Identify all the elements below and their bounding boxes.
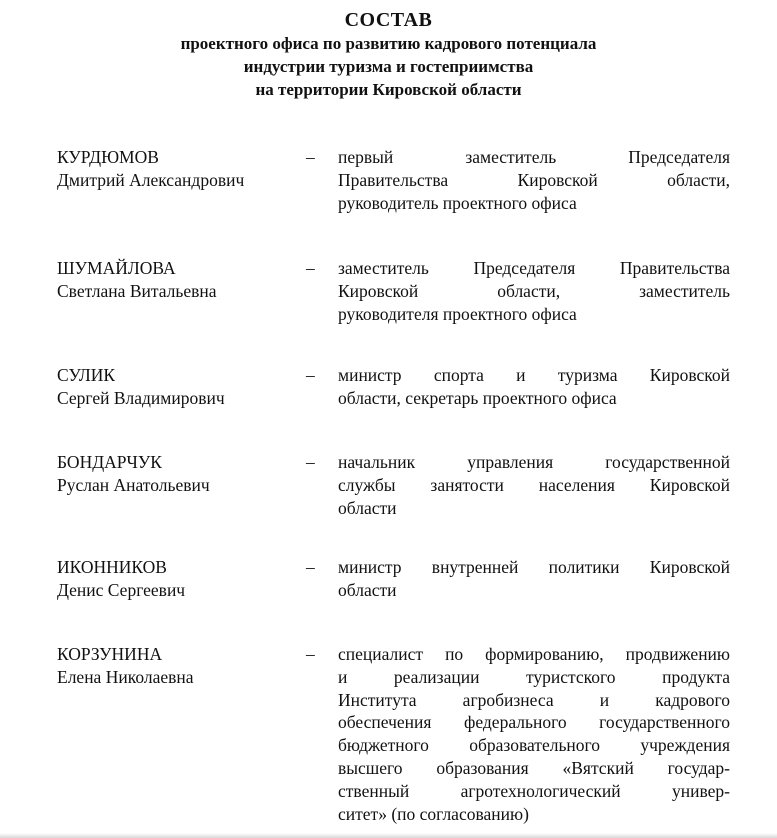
role-line: области	[338, 497, 397, 518]
role-line: Правительства Кировской области,	[338, 169, 730, 190]
dash-separator: –	[306, 365, 315, 385]
document-subtitle-line: проектного офиса по развитию кадрового потенциала	[180, 34, 597, 53]
member-given-names: Сергей Владимирович	[57, 387, 225, 408]
role-line: службы занятости населения Кировской	[338, 474, 730, 495]
document-subtitle-line: на территории Кировской области	[255, 80, 522, 99]
document-title: СОСТАВ	[344, 9, 433, 31]
member-surname: КОРЗУНИНА	[57, 644, 163, 664]
member-given-names: Дмитрий Александрович	[57, 169, 245, 190]
member-role	[338, 146, 730, 214]
member-name	[57, 451, 297, 497]
role-line: министр внутренней политики Кировской	[338, 557, 730, 577]
member-surname: СУЛИК	[57, 365, 116, 385]
role-line: обеспечения федерального государственного	[338, 712, 730, 733]
dash-separator: –	[306, 258, 315, 278]
role-line: Кировской области, заместитель	[338, 280, 730, 301]
member-given-names: Денис Сергеевич	[57, 579, 186, 600]
role-line: начальник управления государственной	[338, 452, 730, 472]
role-line: заместитель Председателя Правительства	[338, 258, 730, 278]
member-name	[57, 364, 297, 410]
member-name	[57, 556, 297, 602]
role-line: и реализации туристского продукта	[338, 666, 730, 687]
member-surname: КУРДЮМОВ	[57, 147, 159, 167]
member-role	[338, 643, 730, 825]
member-role	[338, 451, 730, 519]
member-surname: ИКОННИКОВ	[57, 557, 167, 577]
member-name	[57, 257, 297, 303]
document-subtitle-line: индустрии туризма и гостеприимства	[243, 57, 534, 76]
scan-bottom-edge	[0, 833, 777, 838]
role-line: Института агробизнеса и кадрового	[338, 689, 730, 710]
document-header	[0, 8, 777, 101]
role-line: специалист по формированию, продвижению	[338, 644, 730, 664]
member-given-names: Руслан Анатольевич	[57, 474, 210, 495]
role-line: области	[338, 579, 397, 600]
member-role	[338, 364, 730, 410]
role-line: области, секретарь проектного офиса	[338, 387, 617, 408]
role-line: ситет» (по согласованию)	[338, 803, 529, 824]
member-surname: БОНДАРЧУК	[57, 452, 162, 472]
member-name	[57, 146, 297, 192]
role-line: первый заместитель Председателя	[338, 147, 730, 167]
member-given-names: Светлана Витальевна	[57, 280, 217, 301]
dash-separator: –	[306, 644, 315, 664]
role-line: высшего образования «Вятский государ-	[338, 757, 730, 778]
role-line: руководитель проектного офиса	[338, 192, 577, 213]
dash-separator: –	[306, 557, 315, 577]
dash-separator: –	[306, 147, 315, 167]
member-role	[338, 556, 730, 602]
role-line: ственный агротехнологический универ-	[338, 780, 730, 801]
role-line: бюджетного образовательного учреждения	[338, 735, 730, 756]
member-role	[338, 257, 730, 325]
role-line: руководителя проектного офиса	[338, 303, 577, 324]
role-line: министр спорта и туризма Кировской	[338, 365, 730, 385]
member-given-names: Елена Николаевна	[57, 666, 194, 687]
member-name	[57, 643, 297, 689]
dash-separator: –	[306, 452, 315, 472]
member-surname: ШУМАЙЛОВА	[57, 258, 176, 278]
